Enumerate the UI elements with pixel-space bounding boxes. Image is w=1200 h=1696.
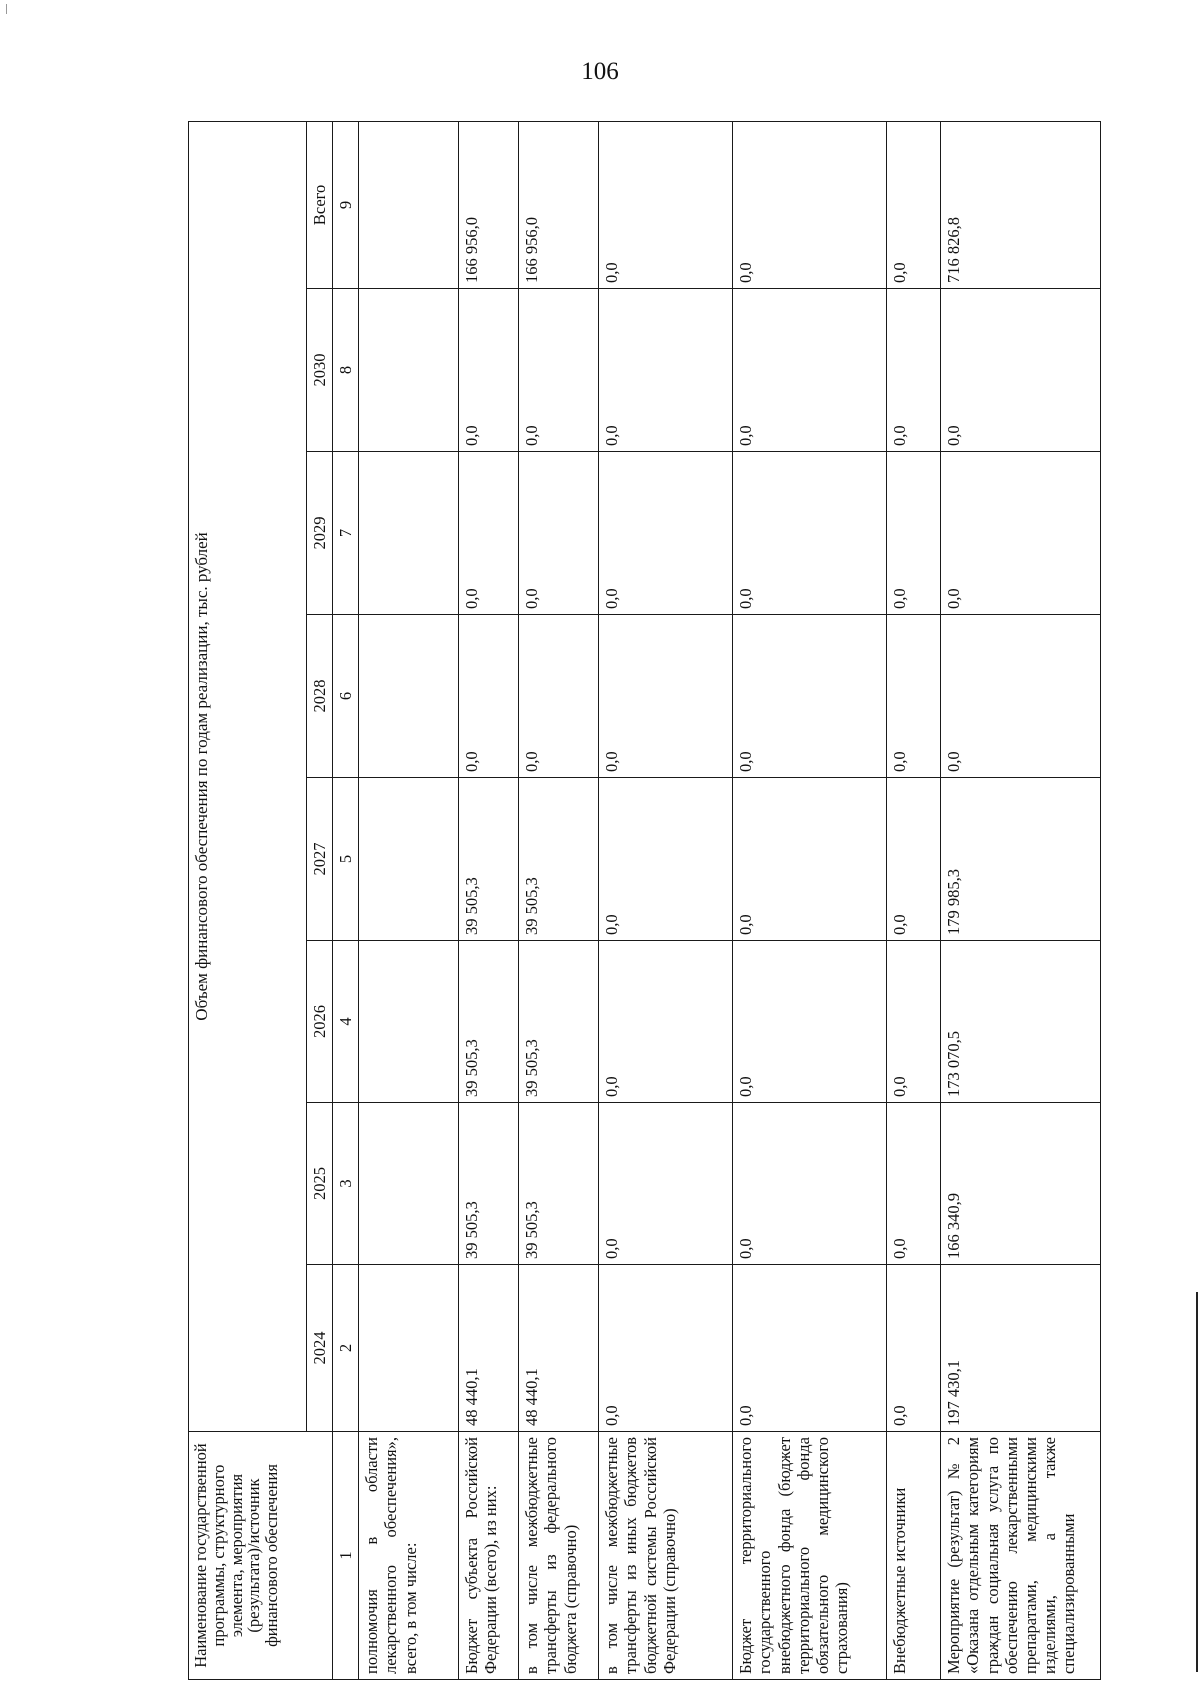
row-year-value: 0,0 [887,1103,941,1265]
table-row [733,121,887,1679]
row-year-value: 173 070,5 [941,941,1101,1103]
row-name: полномочия в области лекарственного обеспечения», всего, в том числе: [359,1432,459,1680]
row-total-value: 166 956,0 [519,121,599,288]
row-year-value: 0,0 [733,452,887,615]
row-year-value: 0,0 [941,452,1101,615]
row-year-value: 0,0 [519,615,599,778]
row-year-value: 0,0 [733,615,887,778]
column-number: 2 [333,1265,359,1432]
row-total-value: 0,0 [733,121,887,288]
row-year-value: 0,0 [599,289,733,452]
table-row [599,121,733,1679]
row-year-value: 0,0 [459,615,519,778]
row-total-value [359,121,459,288]
header-year: 2030 [307,289,333,452]
header-year: 2026 [307,941,333,1103]
column-number: 1 [333,1432,359,1680]
row-year-value: 0,0 [733,1103,887,1265]
rotated-table-wrapper [188,120,1088,1680]
row-year-value: 39 505,3 [519,1103,599,1265]
column-number: 9 [333,121,359,288]
row-total-value: 716 826,8 [941,121,1101,288]
row-year-value: 0,0 [887,289,941,452]
row-year-value [359,289,459,452]
row-total-value: 0,0 [887,121,941,288]
row-year-value: 0,0 [887,941,941,1103]
row-name: Мероприятие (результат) № 2 «Оказана отдельным категориям граждан социальная услуга по обеспечению лекарственными препаратами, медицинскими изделиями, а также специализированными [941,1432,1101,1680]
row-year-value: 0,0 [519,452,599,615]
header-total: Всего [307,121,333,288]
column-number: 3 [333,1103,359,1265]
row-year-value [359,941,459,1103]
row-name: в том числе межбюджетные трансферты из федерального бюджета (справочно) [519,1432,599,1680]
scan-margin-mark [6,4,7,14]
table-row [519,121,599,1679]
row-year-value [359,1265,459,1432]
column-number: 5 [333,778,359,941]
row-year-value: 0,0 [887,1265,941,1432]
row-year-value: 0,0 [519,289,599,452]
row-year-value: 0,0 [941,289,1101,452]
header-year: 2024 [307,1265,333,1432]
row-year-value: 0,0 [733,941,887,1103]
row-year-value: 39 505,3 [459,1103,519,1265]
row-year-value: 197 430,1 [941,1265,1101,1432]
row-year-value: 0,0 [887,778,941,941]
column-number: 4 [333,941,359,1103]
row-year-value: 48 440,1 [519,1265,599,1432]
row-year-value: 0,0 [599,941,733,1103]
row-year-value: 0,0 [733,289,887,452]
row-year-value: 0,0 [599,615,733,778]
row-year-value: 0,0 [733,778,887,941]
row-year-value: 39 505,3 [519,778,599,941]
row-year-value [359,778,459,941]
column-number: 6 [333,615,359,778]
header-name-column: Наименование государственной программы, структурного элемента, мероприятия (результата)/источник финансового обеспечения [189,1432,333,1680]
financing-table [188,121,1101,1680]
row-year-value: 39 505,3 [519,941,599,1103]
row-year-value: 0,0 [459,452,519,615]
column-number: 7 [333,452,359,615]
row-name: Внебюджетные источники [887,1432,941,1680]
table-row [459,121,519,1679]
row-year-value [359,452,459,615]
row-year-value: 0,0 [599,1265,733,1432]
row-year-value: 179 985,3 [941,778,1101,941]
header-funding-group: Объем финансового обеспечения по годам реализации, тыс. рублей [189,121,307,1431]
row-year-value: 0,0 [599,452,733,615]
scan-edge-line [1196,1292,1198,1672]
table-row [887,121,941,1679]
row-name: Бюджет субъекта Российской Федерации (всего), из них: [459,1432,519,1680]
row-total-value: 0,0 [599,121,733,288]
row-year-value: 39 505,3 [459,778,519,941]
column-number: 8 [333,289,359,452]
row-total-value: 166 956,0 [459,121,519,288]
row-name: Бюджет территориального государственного внебюджетного фонда (бюджет территориального фонда обязательного медицинского страхования) [733,1432,887,1680]
row-year-value: 0,0 [733,1265,887,1432]
row-year-value: 0,0 [599,778,733,941]
table-row [359,121,459,1679]
row-year-value: 39 505,3 [459,941,519,1103]
header-year: 2027 [307,778,333,941]
row-year-value [359,615,459,778]
row-year-value: 0,0 [599,1103,733,1265]
row-year-value [359,1103,459,1265]
row-year-value: 0,0 [887,615,941,778]
header-year: 2029 [307,452,333,615]
page-number: 106 [581,58,619,85]
header-year: 2028 [307,615,333,778]
row-year-value: 166 340,9 [941,1103,1101,1265]
row-name: в том числе межбюджетные трансферты из иных бюджетов бюджетной системы Российской Федерации (справочно) [599,1432,733,1680]
header-year: 2025 [307,1103,333,1265]
row-year-value: 48 440,1 [459,1265,519,1432]
row-year-value: 0,0 [459,289,519,452]
row-year-value: 0,0 [941,615,1101,778]
row-year-value: 0,0 [887,452,941,615]
table-row [941,121,1101,1679]
